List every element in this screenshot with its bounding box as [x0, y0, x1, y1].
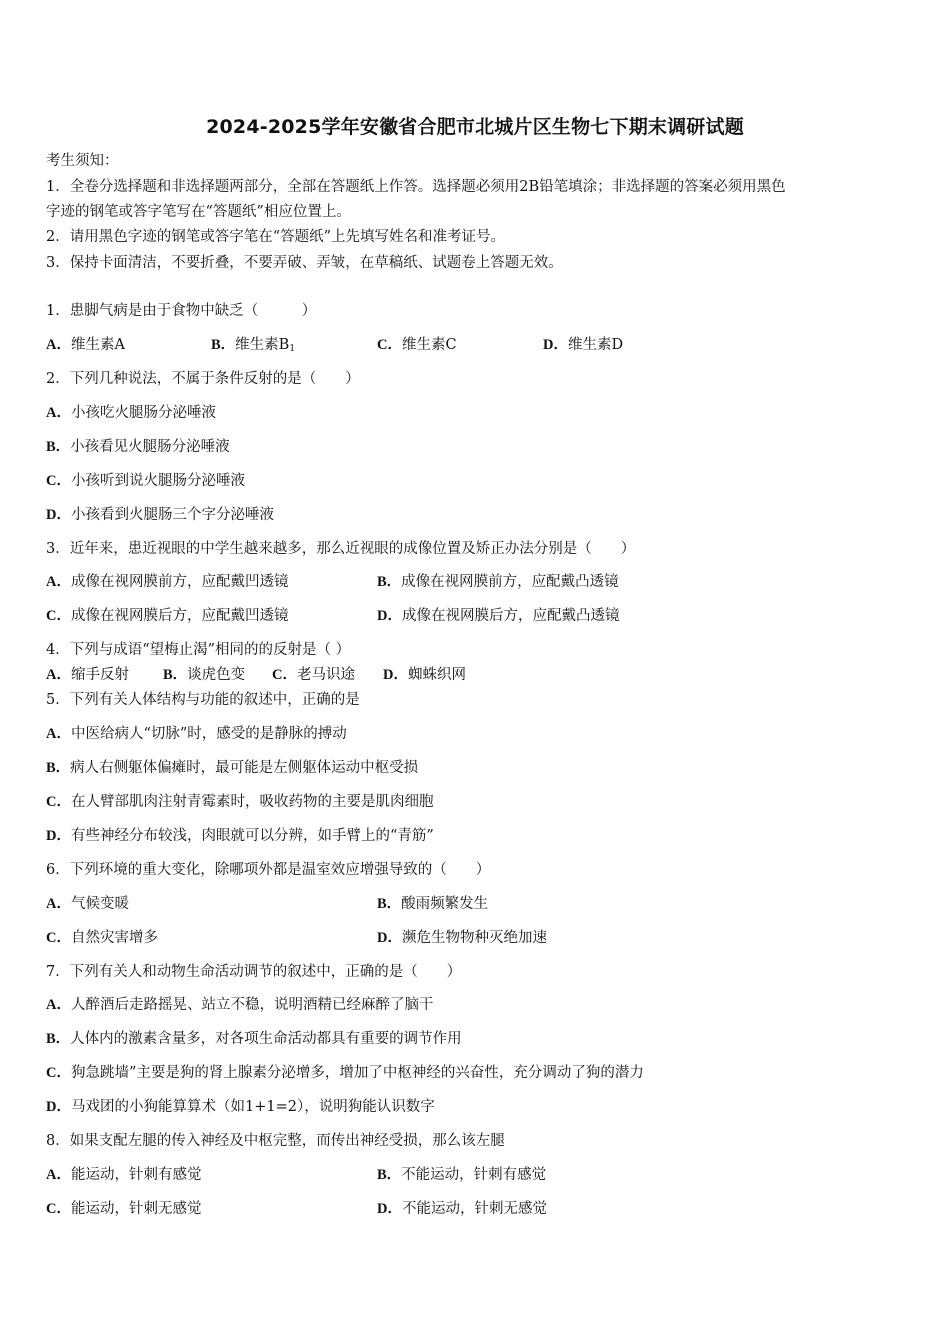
question-stem: 2．下列几种说法，不属于条件反射的是（ ） — [46, 371, 360, 387]
option-label: C． — [377, 337, 402, 353]
notice-item: 3．保持卡面清洁，不要折叠，不要弄破、弄皱，在草稿纸、试题卷上答题无效。 — [46, 255, 563, 271]
answer-option-a[interactable] — [46, 894, 129, 914]
answer-option-a[interactable] — [46, 403, 216, 423]
option-text: 成像在视网膜前方，应配戴凸透镜 — [401, 574, 619, 590]
answer-option-c[interactable] — [46, 928, 158, 948]
option-subscript: 1 — [289, 344, 296, 354]
question-stem: 6．下列环境的重大变化，除哪项外都是温室效应增强导致的（ ） — [46, 862, 491, 878]
page-title: 2024-2025学年安徽省合肥市北城片区生物七下期末调研试题 — [206, 116, 744, 138]
answer-option-d[interactable] — [543, 335, 623, 355]
answer-option-b[interactable] — [163, 665, 245, 685]
option-text: 维生素D — [567, 337, 624, 353]
option-text: 维生素C — [401, 337, 457, 353]
option-label: C． — [46, 794, 71, 810]
option-text: 人醉酒后走路摇晃、站立不稳，说明酒精已经麻醉了脑干 — [70, 997, 434, 1013]
option-label: C． — [46, 930, 71, 946]
answer-option-c[interactable] — [46, 606, 288, 626]
option-label: B． — [46, 439, 71, 455]
option-text: 气候变暖 — [70, 896, 129, 912]
answer-option-a[interactable] — [46, 995, 433, 1015]
option-label: C． — [46, 1201, 71, 1217]
option-text: 不能运动，针刺有感觉 — [401, 1167, 547, 1183]
option-text: 谈虎色变 — [187, 667, 246, 683]
answer-option-a[interactable] — [46, 572, 288, 592]
answer-option-c[interactable] — [46, 792, 433, 812]
option-label: A． — [46, 896, 71, 912]
option-label: B． — [211, 337, 236, 353]
option-text: 能运动，针刺无感觉 — [70, 1201, 202, 1217]
option-text: 小孩看到火腿肠三个字分泌唾液 — [70, 507, 274, 523]
option-label: A． — [46, 405, 71, 421]
option-text: 缩手反射 — [70, 667, 129, 683]
notice-item: 1．全卷分选择题和非选择题两部分，全部在答题纸上作答。选择题必须用2B铅笔填涂；非选择题的答案必须用黑色 — [46, 179, 786, 195]
answer-option-d[interactable] — [46, 1097, 435, 1117]
option-text: 小孩听到说火腿肠分泌唾液 — [70, 473, 245, 489]
option-text: 维生素A — [70, 337, 125, 353]
option-text: 成像在视网膜后方，应配戴凸透镜 — [401, 608, 620, 624]
option-label: C． — [272, 667, 297, 683]
option-text: 马戏团的小狗能算算术（如1+1=2），说明狗能认识数字 — [70, 1099, 435, 1115]
option-label: C． — [46, 1065, 71, 1081]
option-label: D． — [383, 667, 408, 683]
answer-option-c[interactable] — [272, 665, 355, 685]
answer-option-c[interactable] — [46, 471, 245, 491]
option-label: C． — [46, 473, 71, 489]
option-label: B． — [377, 1167, 402, 1183]
option-label: A． — [46, 1167, 71, 1183]
answer-option-a[interactable] — [46, 724, 347, 744]
option-text: 老马识途 — [296, 667, 355, 683]
option-label: D． — [377, 1201, 402, 1217]
option-text: 病人右侧躯体偏瘫时，最可能是左侧躯体运动中枢受损 — [70, 760, 419, 776]
option-label: A． — [46, 574, 71, 590]
question-stem: 3．近年来，患近视眼的中学生越来越多，那么近视眼的成像位置及矫正办法分别是（ ） — [46, 541, 636, 557]
option-label: D． — [377, 608, 402, 624]
option-label: A． — [46, 337, 71, 353]
option-label: A． — [46, 726, 71, 742]
answer-option-c[interactable] — [377, 335, 457, 355]
question-stem: 4．下列与成语“望梅止渴”相同的的反射是（ ） — [46, 642, 351, 658]
question-stem: 7．下列有关人和动物生命活动调节的叙述中，正确的是（ ） — [46, 964, 462, 980]
question-stem: 8．如果支配左腿的传入神经及中枢完整，而传出神经受损，那么该左腿 — [46, 1133, 505, 1149]
option-text: 自然灾害增多 — [70, 930, 158, 946]
answer-option-d[interactable] — [46, 826, 434, 846]
answer-option-b[interactable] — [377, 894, 488, 914]
option-label: B． — [46, 1031, 71, 1047]
answer-option-b[interactable] — [377, 1165, 546, 1185]
answer-option-c[interactable] — [46, 1199, 201, 1219]
question-stem: 1．患脚气病是由于食物中缺乏（ ） — [46, 303, 317, 319]
answer-option-a[interactable] — [46, 335, 125, 355]
option-label: D． — [46, 507, 71, 523]
option-text: 小孩吃火腿肠分泌唾液 — [70, 405, 216, 421]
option-text: 蜘蛛织网 — [407, 667, 466, 683]
answer-option-b[interactable] — [46, 1029, 462, 1049]
answer-option-d[interactable] — [46, 505, 274, 525]
option-text: 人体内的激素含量多，对各项生命活动都具有重要的调节作用 — [70, 1031, 462, 1047]
option-text: 能运动，针刺有感觉 — [70, 1167, 202, 1183]
answer-option-a[interactable] — [46, 665, 129, 685]
option-label: B． — [377, 574, 402, 590]
option-label: B． — [46, 760, 71, 776]
option-text: 成像在视网膜前方，应配戴凹透镜 — [70, 574, 289, 590]
answer-option-d[interactable] — [383, 665, 466, 685]
notice-item: 2．请用黑色字迹的钢笔或答字笔在“答题纸”上先填写姓名和准考证号。 — [46, 229, 506, 245]
option-text: 不能运动，针刺无感觉 — [401, 1201, 547, 1217]
notice-item: 字迹的钢笔或答字笔写在“答题纸”相应位置上。 — [46, 204, 351, 220]
option-text: 成像在视网膜后方，应配戴凹透镜 — [70, 608, 289, 624]
option-text: 酸雨频繁发生 — [401, 896, 489, 912]
answer-option-a[interactable] — [46, 1165, 201, 1185]
option-text: 中医给病人“切脉”时，感受的是静脉的搏动 — [70, 726, 347, 742]
option-label: B． — [377, 896, 402, 912]
option-label: A． — [46, 667, 71, 683]
option-label: B． — [163, 667, 188, 683]
option-text: 维生素B — [235, 337, 290, 353]
answer-option-d[interactable] — [377, 606, 619, 626]
option-text: 小孩看见火腿肠分泌唾液 — [70, 439, 230, 455]
option-label: C． — [46, 608, 71, 624]
option-label: D． — [377, 930, 402, 946]
answer-option-b[interactable] — [211, 335, 295, 359]
option-label: D． — [46, 828, 71, 844]
question-stem: 5．下列有关人体结构与功能的叙述中，正确的是 — [46, 692, 360, 708]
option-text: 狗急跳墙”主要是狗的肾上腺素分泌增多，增加了中枢神经的兴奋性，充分调动了狗的潜力 — [70, 1065, 644, 1081]
option-label: D． — [543, 337, 568, 353]
answer-option-c[interactable] — [46, 1063, 644, 1083]
answer-option-d[interactable] — [377, 1199, 547, 1219]
answer-option-b[interactable] — [46, 437, 230, 457]
option-text: 濒危生物物种灭绝加速 — [401, 930, 547, 946]
answer-option-b[interactable] — [377, 572, 619, 592]
answer-option-d[interactable] — [377, 928, 547, 948]
option-text: 在人臂部肌肉注射青霉素时，吸收药物的主要是肌肉细胞 — [70, 794, 434, 810]
notice-heading: 考生须知： — [46, 153, 119, 169]
option-label: D． — [46, 1099, 71, 1115]
answer-option-b[interactable] — [46, 758, 418, 778]
option-text: 有些神经分布较浅，肉眼就可以分辨，如手臂上的“青筋” — [70, 828, 434, 844]
option-label: A． — [46, 997, 71, 1013]
